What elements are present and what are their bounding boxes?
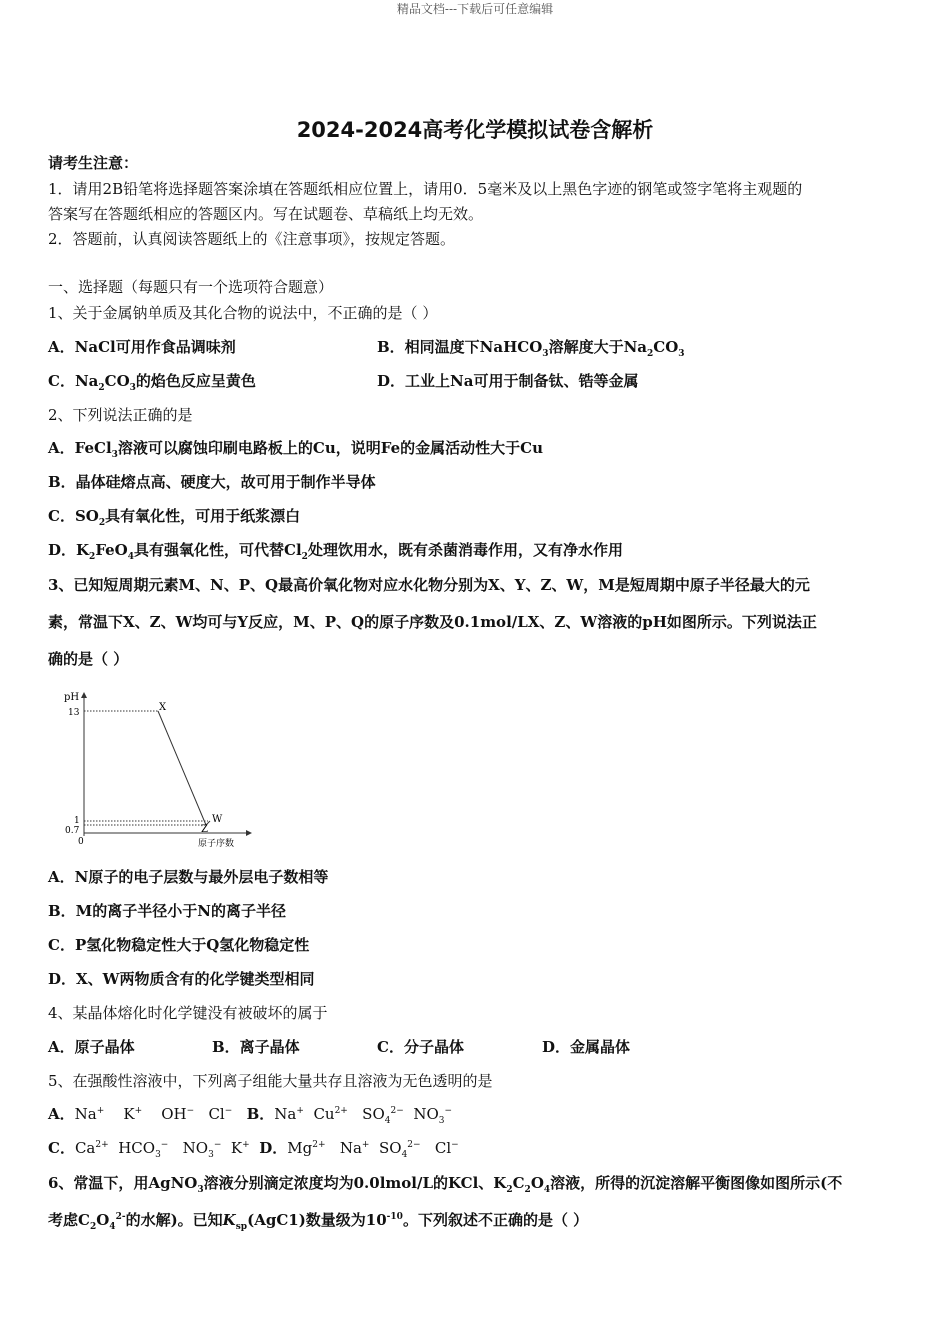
q6-stem-line-2: 考虑$C_2O_4^{2-}$的水解)。已知$K_{sp}(AgC1)$数量级为$10^{-10}$。下列叙述不正确的是（ ） <box>48 1211 589 1232</box>
origin-label: 0 <box>78 837 84 847</box>
q1-option-c: C．$Na_2CO_3$的焰色反应呈黄色 <box>48 372 256 393</box>
q5-options-c-d: C．$Ca^{2+}$ $HCO_3^-$ $NO_3^-$ K+ D．$Mg^{2+}$ Na+ $SO_4^{2-}$ Cl− <box>48 1139 459 1160</box>
q3-stem-line-1: 3、已知短周期元素M、N、P、Q最高价氧化物对应水化物分别为X、Y、Z、W，M是短周期中原子半径最大的元 <box>48 576 810 594</box>
q1-option-d: D．工业上Na可用于制备钛、锆等金属 <box>377 372 639 390</box>
ph-chart <box>62 688 262 848</box>
x-axis-arrow <box>246 830 252 836</box>
q3-option-d: D．X、W两物质含有的化学键类型相同 <box>48 970 315 988</box>
x-to-z-line <box>158 711 206 825</box>
q1-stem: 1、关于金属钠单质及其化合物的说法中，不正确的是（ ） <box>48 304 438 322</box>
q4-option-b: B．离子晶体 <box>212 1038 300 1056</box>
point-z-label: Z <box>201 824 208 835</box>
page-title: 2024-2024高考化学模拟试卷含解析 <box>296 118 654 142</box>
y-tick-13: 13 <box>68 708 80 718</box>
notice-item-2: 2．答题前，认真阅读答题纸上的《注意事项》，按规定答题。 <box>48 230 456 248</box>
page-header: 精品文档---下载后可任意编辑 <box>396 2 554 16</box>
y-axis-label: pH <box>64 692 80 703</box>
q4-option-c: C．分子晶体 <box>377 1038 464 1056</box>
q3-stem-line-3: 确的是（ ） <box>48 650 129 668</box>
notice-heading: 请考生注意： <box>48 154 139 172</box>
q5-options-a-b: A．Na+ K+ OH− Cl− B．Na+ $Cu^{2+}$ $SO_4^{2-}$ $NO_3^-$ <box>48 1105 453 1126</box>
q1-option-b: B．相同温度下NaHCO$_3$溶解度大于$Na_2CO_3$ <box>377 338 685 359</box>
q3-stem-line-2: 素，常温下X、Z、W均可与Y反应，M、P、Q的原子序数及0.1mol/LX、Z、W溶液的pH如图所示。下列说法正 <box>48 613 817 631</box>
q3-option-b: B．M的离子半径小于N的离子半径 <box>48 902 286 920</box>
x-axis-label: 原子序数 <box>198 839 235 848</box>
y-axis-arrow <box>81 692 87 698</box>
y-tick-0-7: 0.7 <box>65 826 80 836</box>
section-heading: 一、选择题（每题只有一个选项符合题意） <box>48 278 334 296</box>
q4-stem: 4、某晶体熔化时化学键没有被破坏的属于 <box>48 1004 328 1022</box>
point-x-label: X <box>159 702 167 713</box>
q2-option-c: C．$SO_2$具有氧化性，可用于纸浆漂白 <box>48 507 301 528</box>
q3-option-c: C．P氢化物稳定性大于Q氢化物稳定性 <box>48 936 310 954</box>
q1-option-a: A．NaCl可用作食品调味剂 <box>48 338 236 356</box>
q6-stem-line-1: 6、常温下，用AgNO$_3$溶液分别滴定浓度均为0.0lmol/L的KCl、$K_2C_2O_4$溶液，所得的沉淀溶解平衡图像如图所示(不 <box>48 1174 843 1195</box>
q5-stem: 5、在强酸性溶液中，下列离子组能大量共存且溶液为无色透明的是 <box>48 1072 493 1090</box>
notice-item-1-line-2: 答案写在答题纸相应的答题区内。写在试题卷、草稿纸上均无效。 <box>48 205 484 223</box>
q4-option-d: D．金属晶体 <box>542 1038 631 1056</box>
q2-option-d: D．$K_2FeO_4$具有强氧化性，可代替$Cl_2$处理饮用水，既有杀菌消毒作用，又有净水作用 <box>48 541 623 562</box>
q2-option-a: A．FeCl$_3$溶液可以腐蚀印刷电路板上的Cu，说明Fe的金属活动性大于Cu <box>48 439 543 460</box>
q4-option-a: A．原子晶体 <box>48 1038 135 1056</box>
y-tick-1: 1 <box>74 816 80 826</box>
q3-option-a: A．N原子的电子层数与最外层电子数相等 <box>48 868 329 886</box>
point-w-label: W <box>212 814 223 825</box>
q2-option-b: B．晶体硅熔点高、硬度大，故可用于制作半导体 <box>48 473 376 491</box>
notice-item-1-line-1: 1．请用2B铅笔将选择题答案涂填在答题纸相应位置上，请用0．5毫米及以上黑色字迹的钢笔或签字笔将主观题的 <box>48 180 803 198</box>
q2-stem: 2、下列说法正确的是 <box>48 406 193 424</box>
